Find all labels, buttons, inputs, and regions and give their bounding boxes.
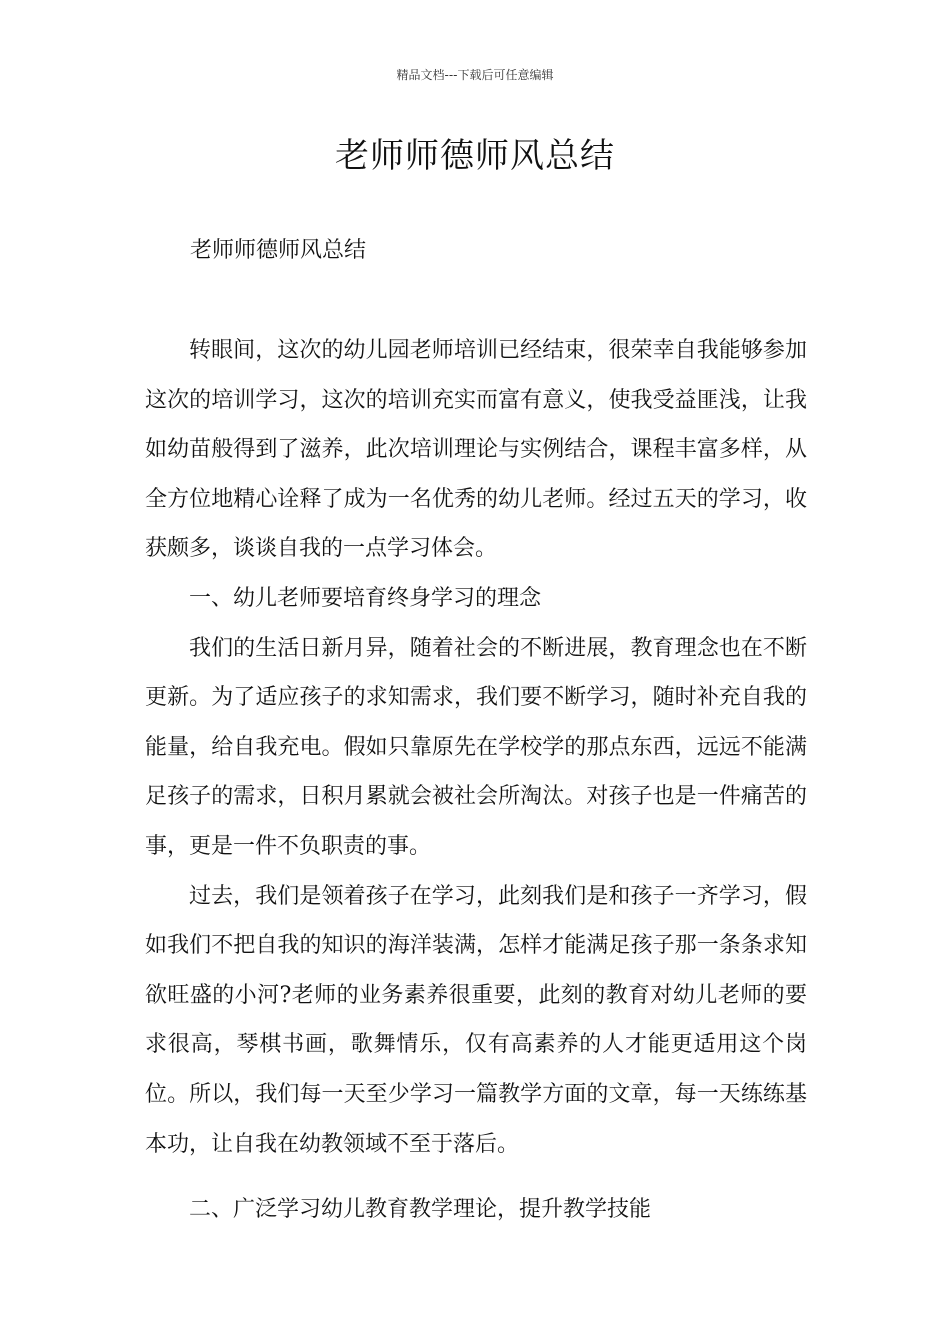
document-subtitle: 老师师德师风总结	[190, 238, 367, 263]
document-title: 老师师德师风总结	[335, 136, 615, 176]
paragraph-section1-b: 过去，我们是领着孩子在学习，此刻我们是和孩子一齐学习，假如我们不把自我的知识的海洋装满，怎样才能满足孩子那一条条求知欲旺盛的小河?老师的业务素养很重要，此刻的教育对幼儿老师的要求很高，琴棋书画，歌舞情乐，仅有高素养的人才能更适用这个岗位。所以，我们每一天至少学习一篇教学方面的文章，每一天练练基本功，让自我在幼教领域不至于落后。	[145, 883, 807, 1157]
paragraph-intro: 转眼间，这次的幼儿园老师培训已经结束，很荣幸自我能够参加这次的培训学习，这次的培训充实而富有意义，使我受益匪浅，让我如幼苗般得到了滋养，此次培训理论与实例结合，课程丰富多样，从全方位地精心诠释了成为一名优秀的幼儿老师。经过五天的学习，收获颇多，谈谈自我的一点学习体会。	[145, 338, 807, 562]
section-heading-2: 二、广泛学习幼儿教育教学理论，提升教学技能	[189, 1197, 652, 1223]
paragraph-section1-a: 我们的生活日新月异，随着社会的不断进展，教育理念也在不断更新。为了适应孩子的求知需求，我们要不断学习，随时补充自我的能量，给自我充电。假如只靠原先在学校学的那点东西，远远不能满足孩子的需求，日积月累就会被社会所淘汰。对孩子也是一件痛苦的事，更是一件不负职责的事。	[145, 635, 807, 859]
document-body	[145, 326, 807, 1235]
header-note: 精品文档---下载后可任意编辑	[396, 68, 554, 82]
section-heading-1: 一、幼儿老师要培育终身学习的理念	[189, 585, 542, 611]
